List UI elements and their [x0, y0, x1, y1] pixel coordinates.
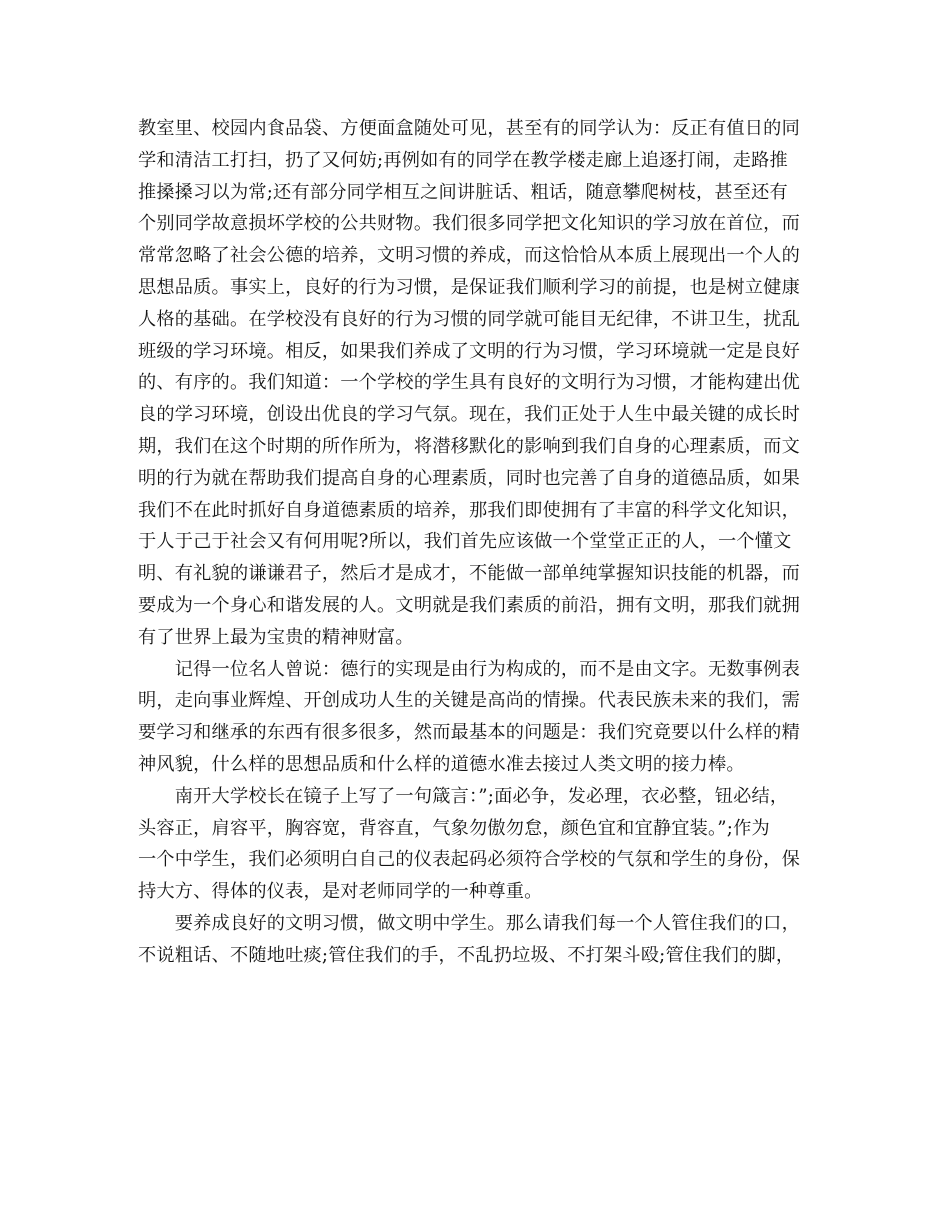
paragraph-start-line: 南开大学校长在镜子上写了一句箴言：”;面必争，发必理，衣必整，钮必结，: [138, 785, 789, 807]
text-line: 教室里、校园内食品袋、方便面盒随处可见，甚至有的同学认为：反正有值日的同: [138, 118, 800, 139]
text-line: 一个中学生，我们必须明白自己的仪表起码必须符合学校的气氛和学生的身份，保: [138, 849, 800, 871]
text-line: 思想品质。事实上，良好的行为习惯，是保证我们顺利学习的前提，也是树立健康: [138, 276, 800, 298]
text-line: 期，我们在这个时期的所作所为，将潜移默化的影响到我们自身的心理素质，而文: [138, 435, 800, 457]
text-line: 明，走向事业辉煌、开创成功人生的关键是高尚的情操。代表民族未来的我们，需: [138, 690, 800, 712]
text-line: 班级的学习环境。相反，如果我们养成了文明的行为习惯，学习环境就一定是良好: [138, 340, 800, 362]
text-line: 头容正，肩容平，胸容宽，背容直，气象勿傲勿怠，颜色宜和宜静宜装。”;作为: [138, 817, 770, 839]
text-line: 个别同学故意损坏学校的公共财物。我们很多同学把文化知识的学习放在首位，而: [138, 213, 800, 235]
text-line: 我们不在此时抓好自身道德素质的培养，那我们即使拥有了丰富的科学文化知识，: [138, 499, 800, 521]
text-line: 常常忽略了社会公德的培养，文明习惯的养成，而这恰恰从本质上展现出一个人的: [138, 245, 800, 267]
text-line: 明、有礼貌的谦谦君子，然后才是成才，不能做一部单纯掌握知识技能的机器，而: [138, 563, 800, 585]
paragraph-start-line: 记得一位名人曾说：德行的实现是由行为构成的，而不是由文字。无数事例表: [138, 658, 800, 680]
text-line: 要成为一个身心和谐发展的人。文明就是我们素质的前沿，拥有文明，那我们就拥: [138, 594, 800, 616]
text-line: 人格的基础。在学校没有良好的行为习惯的同学就可能目无纪律，不讲卫生，扰乱: [138, 308, 800, 330]
text-line: 要学习和继承的东西有很多很多，然而最基本的问题是：我们究竟要以什么样的精: [138, 722, 800, 744]
text-line: 明的行为就在帮助我们提高自身的心理素质，同时也完善了自身的道德品质，如果: [138, 467, 800, 489]
text-line: 于人于己于社会又有何用呢?所以，我们首先应该做一个堂堂正正的人，一个懂文: [138, 531, 792, 553]
text-line: 持大方、得体的仪表，是对老师同学的一种尊重。: [138, 881, 543, 903]
text-line: 神风貌，什么样的思想品质和什么样的道德水准去接过人类文明的接力棒。: [138, 753, 745, 775]
paragraph-start-line: 要养成良好的文明习惯，做文明中学生。那么请我们每一个人管住我们的口，: [138, 912, 800, 934]
text-line: 不说粗话、不随地吐痰;管住我们的手，不乱扔垃圾、不打架斗殴;管住我们的脚，: [138, 944, 795, 966]
text-line: 推搡搡习以为常;还有部分同学相互之间讲脏话、粗话，随意攀爬树枝，甚至还有: [138, 181, 788, 203]
text-line: 良的学习环境，创设出优良的学习气氛。现在，我们正处于人生中最关键的成长时: [138, 404, 800, 426]
text-line: 有了世界上最为宝贵的精神财富。: [138, 626, 414, 648]
text-line: 学和清洁工打扫，扔了又何妨;再例如有的同学在教学楼走廊上追逐打闹，走路推: [138, 149, 788, 171]
body-text: [138, 113, 828, 972]
text-line: 的、有序的。我们知道：一个学校的学生具有良好的文明行为习惯，才能构建出优: [138, 372, 800, 394]
